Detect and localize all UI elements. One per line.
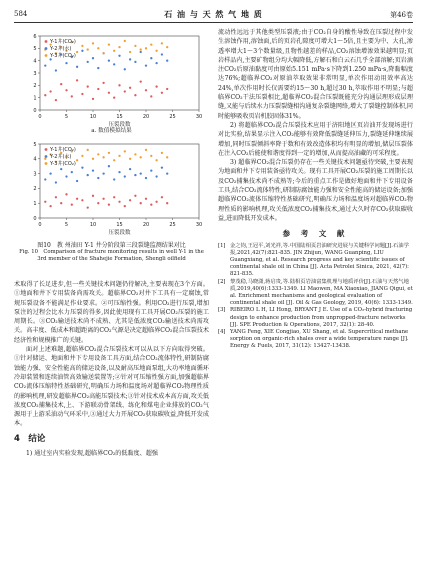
data-point — [97, 88, 99, 90]
data-point — [108, 165, 110, 167]
data-point — [108, 92, 110, 94]
data-point — [124, 40, 126, 42]
y-tick-label: 5 — [33, 46, 37, 53]
running-header — [14, 8, 413, 22]
x-tick-label: 25 — [169, 114, 176, 120]
data-point — [113, 63, 115, 65]
chart-a-svg — [14, 28, 209, 128]
data-point — [44, 158, 46, 160]
journal-title: 石 油 与 天 然 气 地 质 — [164, 9, 263, 19]
data-point — [71, 95, 73, 97]
data-point — [140, 156, 142, 158]
data-point — [118, 171, 120, 173]
data-point — [87, 85, 89, 87]
volume-label: 第46卷 — [390, 11, 413, 19]
data-point — [155, 175, 157, 177]
data-point — [124, 150, 126, 152]
data-point — [102, 82, 104, 84]
data-point — [140, 48, 142, 50]
page-number: 584 — [14, 10, 28, 18]
x-tick-label: 0 — [38, 222, 42, 228]
data-point — [161, 42, 163, 44]
data-point — [92, 98, 94, 100]
data-point — [161, 53, 163, 55]
data-point — [44, 178, 46, 180]
data-point — [97, 202, 99, 204]
data-point — [124, 68, 126, 70]
y-tick-label: 1 — [33, 201, 37, 207]
data-point — [150, 155, 152, 157]
reference-item: [3] RIBEIRO L H, LI Hong, BRYANT J E. Use of a CO₂-hybrid fracturing design to enhance production from unpropped-fracture networks [J]. SPE Production & Operations, 2017, 32(1): 28-40. — [218, 307, 413, 328]
data-point — [113, 196, 115, 198]
data-point — [134, 45, 136, 47]
header-rule — [14, 22, 413, 23]
data-point — [55, 69, 57, 71]
data-point — [92, 195, 94, 197]
legend-label: Y-2井(水) — [50, 154, 72, 160]
paragraph: 术取得了长足进步,但一些关键技术问题仍待解决,主要表现在3个方面。①地面和井下专用装备尚需攻关。超临界CO₂对井下工具有一定腐蚀,常规压裂设备不能满足作业要求。②可压缩性强。利用CO₂进行压裂,增加泵注的过程会比水力压裂的得多,因此使用现有工具开展CO₂压裂的施工周期长。③CO₂输送技术尚不成熟、尤其是低浓度CO₂输送技术尚需攻关。高丰度、低成本和超距离的CO₂气源是决定超临界CO₂混合压裂技术经济性和规模推广的关键。 — [14, 281, 209, 344]
data-point — [97, 153, 99, 155]
y-tick-label: 1 — [33, 95, 37, 102]
data-point — [76, 79, 78, 81]
chart-b-svg — [14, 136, 209, 236]
y-tick-label: 2 — [33, 186, 37, 193]
data-point — [145, 64, 147, 66]
x-tick-label: 0 — [38, 114, 42, 120]
data-point — [76, 180, 78, 182]
data-point — [145, 177, 147, 179]
left-column — [14, 28, 209, 458]
x-tick-label: 30 — [195, 114, 203, 120]
legend-marker — [45, 148, 48, 151]
reference-item: [4] YANG Feng, XIE Congjiao, XU Shang, et al. Supercritical methane sorption on organic-rich shales over a wide temperature range [J]. Energy & Fuels, 2017, 31(12): 13427-13438. — [218, 328, 409, 350]
data-point — [87, 48, 89, 50]
data-point — [92, 158, 94, 160]
data-point — [134, 174, 136, 176]
data-point — [166, 202, 168, 204]
data-point — [124, 175, 126, 177]
data-point — [108, 43, 110, 45]
data-point — [113, 178, 115, 180]
x-tick-label: 25 — [169, 222, 176, 228]
data-point — [97, 177, 99, 179]
data-point — [150, 43, 152, 45]
data-point — [155, 50, 157, 52]
x-tick-label: 5 — [64, 114, 69, 120]
data-point — [108, 204, 110, 206]
data-point — [81, 45, 83, 47]
data-point — [113, 97, 115, 99]
data-point — [76, 66, 78, 68]
data-point — [150, 57, 152, 59]
left-body-text — [14, 280, 209, 458]
y-tick-label: 4 — [33, 58, 37, 65]
data-point — [49, 205, 51, 207]
x-tick-label: 10 — [89, 222, 97, 228]
data-point — [150, 169, 152, 171]
legend-marker — [45, 162, 48, 165]
data-point — [102, 172, 104, 174]
data-point — [155, 62, 157, 64]
data-point — [129, 158, 131, 160]
data-point — [65, 193, 67, 195]
y-tick-label: 0 — [33, 107, 37, 114]
chart-a-sublabel: a. 数值模拟结果 — [91, 128, 132, 134]
x-tick-label: 15 — [116, 114, 123, 120]
data-point — [166, 46, 168, 48]
data-point — [161, 152, 163, 154]
x-tick-label: 20 — [142, 114, 150, 120]
data-point — [81, 199, 83, 201]
data-point — [166, 60, 168, 62]
data-point — [81, 167, 83, 169]
data-point — [145, 149, 147, 151]
data-point — [134, 61, 136, 63]
data-point — [118, 201, 120, 203]
data-point — [129, 168, 131, 170]
data-point — [113, 159, 115, 161]
data-point — [87, 149, 89, 151]
data-point — [44, 201, 46, 203]
data-point — [44, 64, 46, 66]
references-heading: 参 考 文 献 — [282, 229, 349, 239]
data-point — [155, 85, 157, 87]
y-tick-label: 5 — [33, 141, 37, 148]
paragraph: 面对上述难题,超临界CO₂混合压裂技术可以从以下方向取得突破。①针对储运、地面和井下专用设备工具方面,结合CO₂流体特性,研制防腐蚀能力强、安全性能高的储运设备,以及耐高压地面泵组,大功率地面循环冷却装置和连续油管高效输送装置等;②针对可压缩性强方面,加强超临界CO₂流体压缩特性基础研究,明确压力场和温度场对超临界CO₂物理性质的影响机理,研发超临界CO₂高能压裂技术;③针对技术成本高方面,攻关低浓度CO₂捕集技术,上、下游联动骨架线、练化和煤电企业排放的CO₂气源用于上游采油动气环采中,③通过大力开展CO₂获取碳收益,降低开发成本。 — [14, 346, 209, 428]
data-point — [129, 58, 131, 60]
data-point — [134, 153, 136, 155]
data-point — [145, 89, 147, 91]
data-point — [92, 57, 94, 59]
data-point — [155, 159, 157, 161]
data-point — [166, 88, 168, 90]
reference-list — [218, 243, 413, 351]
data-point — [140, 51, 142, 53]
data-point — [140, 172, 142, 174]
data-point — [87, 174, 89, 176]
data-point — [150, 204, 152, 206]
paragraph: 3) 超临界CO₂混合压裂仍存在一些关键技术问题亟待突破,主要表现为地面和井下专用装备亟待攻关。现有工具开展CO₂压裂的施工周期长以及CO₂捕集技术尚不成熟等;今后的重点工作是做好地面和井下专用设备工具,结合CO₂流体特性,研制防腐蚀能力强和安全性能高的储运设备;加强超临界CO₂流体压缩特性基础研究,明确压力场和温度场对超临界CO₂物理性质的影响机理,攻关低浓度CO₂捕集技术,通过大久时存CO₂获取碳收益,进而降低开发成本。 — [218, 159, 413, 222]
data-point — [113, 50, 115, 52]
data-point — [166, 156, 168, 158]
data-point — [161, 167, 163, 169]
y-tick-label: 0 — [33, 215, 37, 222]
data-point — [92, 169, 94, 171]
data-point — [65, 175, 67, 177]
data-point — [102, 52, 104, 54]
chart-a — [14, 28, 209, 128]
data-point — [108, 152, 110, 154]
data-point — [81, 93, 83, 95]
legend-label: Y-1井(CO₂) — [50, 147, 76, 153]
data-point — [145, 47, 147, 49]
data-point — [65, 62, 67, 64]
data-point — [55, 181, 57, 183]
legend-marker — [45, 54, 48, 57]
legend-marker — [45, 40, 48, 43]
data-point — [44, 94, 46, 96]
figure-10 — [14, 28, 209, 260]
data-point — [65, 89, 67, 91]
x-tick-label: 5 — [64, 222, 69, 228]
data-point — [55, 99, 57, 101]
data-point — [55, 196, 57, 198]
data-point — [92, 42, 94, 44]
data-point — [145, 198, 147, 200]
data-point — [150, 95, 152, 97]
reference-item: [2] 黎茂稳,马晓潇,蒋启贵,等.陆相页岩油富集机理与地质评价[J].石油与天然气地质,2019,40(6):1333-1349. LI Maowen, MA Xiaoxiao, JIANG Qigui, et al. Enrichment mechanisms and geological evaluation of continental shale oil [J]. Oil & Gas Geology, 2019, 40(6): 1333-1349. — [218, 278, 413, 307]
data-point — [81, 155, 83, 157]
data-point — [102, 156, 104, 158]
x-axis-label: 压裂段数 — [108, 230, 131, 236]
data-point — [155, 201, 157, 203]
data-point — [76, 159, 78, 161]
legend-label: Y-1井(CO₂) — [50, 39, 76, 45]
data-point — [166, 172, 168, 174]
paragraph: 流动性远远于其他类型压裂液;由于CO₂自身的酸性导致在压裂过程中发生溶蚀作用,溶蚀面,后的页岩孔隙度可增大1～5倍,且主要为中、大孔,渗透率增大1～3个数量级,且物性越差的样品,CO₂溶蚀增渗效果越明显;页岩样品内,主要矿物组分均大幅降低,方解石和白云石几乎全部溶解;页岩滴注CO₂后原油黏度可由原始5.151 mPa·s下降到1.250 mPa·s,降黏幅度达76%;超临界CO₂对原油萃取效果非常明显,单次作用动用效率高达24%,单次作用时长仅需要约15～30 h,超过30 h,萃取作用不明显;与超临界CO₂干法压裂相比,超临界CO₂混合压裂既能充分沟通层理形成层理缝,又能与后续水力压裂裂缝相沟通复杂裂缝网络,增大了裂缝控制体积,同时能够吸收页岩机胶固体31%。 — [218, 29, 413, 120]
x-tick-label: 20 — [142, 222, 150, 228]
y-tick-label: 3 — [33, 171, 37, 178]
data-point — [49, 90, 51, 92]
data-point — [161, 92, 163, 94]
data-point — [129, 51, 131, 53]
legend-label: Y-3井(CO₂) — [50, 53, 76, 59]
right-column — [218, 28, 413, 351]
data-point — [87, 206, 89, 208]
chart-b — [14, 136, 209, 236]
reference-item: [1] 金之钧,王冠平,刘光祥,等.中国陆相页岩油研究进展与关键科学问题[J].石油学报,2021,42(7):821-835. JIN Zhijun, WANG Guanping, LIU Guangxiang, et al. Research progress and key scientific issues of continental shale oil in China [J]. Acta Petrolei Sinica, 2021, 42(7): 821-835. — [218, 242, 409, 278]
data-point — [108, 60, 110, 62]
data-point — [102, 198, 104, 200]
legend-marker — [45, 155, 48, 158]
y-tick-label: 6 — [33, 33, 37, 40]
figure-caption-cn: 图10 教 州油田 Y-1 井分阶段第三段裂缝监测结果对比 — [37, 242, 186, 249]
data-point — [118, 84, 120, 86]
y-tick-label: 2 — [33, 83, 37, 90]
data-point — [49, 172, 51, 174]
section-heading-conclusion: 4 结论 — [14, 433, 46, 444]
data-point — [124, 205, 126, 207]
data-point — [71, 171, 73, 173]
x-tick-label: 15 — [116, 222, 123, 228]
data-point — [71, 204, 73, 206]
data-point — [87, 61, 89, 63]
x-tick-label: 30 — [195, 222, 203, 228]
data-point — [129, 87, 131, 89]
data-point — [118, 46, 120, 48]
data-point — [140, 80, 142, 82]
data-point — [76, 198, 78, 200]
data-point — [97, 47, 99, 49]
data-point — [161, 196, 163, 198]
data-point — [118, 55, 120, 57]
data-point — [60, 202, 62, 204]
x-axis-label: 压裂段数 — [108, 122, 131, 128]
y-tick-label: 3 — [33, 70, 37, 77]
data-point — [124, 90, 126, 92]
data-point — [129, 199, 131, 201]
data-point — [60, 83, 62, 85]
data-point — [60, 168, 62, 170]
data-point — [118, 155, 120, 157]
data-point — [97, 67, 99, 69]
legend-label: Y-2井(水) — [50, 46, 72, 52]
legend-marker — [45, 47, 48, 50]
data-point — [140, 202, 142, 204]
legend-label: Y-3井(CO₂) — [50, 161, 76, 167]
paragraph: 1) 通过室内实验发现,超临界CO₂的低黏度、超强 — [26, 450, 158, 458]
data-point — [76, 51, 78, 53]
data-point — [134, 94, 136, 96]
y-tick-label: 4 — [33, 156, 37, 163]
paragraph: 2) 将超临界CO₂混合压裂技术应用于济阳地区页岩油开发现场进行对比实验,结果显示注入CO₂能够有效降低裂缝延伸压力,裂缝延伸继续展增加,同时压裂倾斜率降于数和有效改造体积均有明显的增加,储层压裂体在注入CO₂后能使和谐度得到一定的增加,从而提高油藏的可采程度。 — [218, 121, 413, 157]
data-point — [81, 50, 83, 52]
x-tick-label: 10 — [89, 114, 97, 120]
data-point — [134, 195, 136, 197]
figure-caption-en: Fig. 10 Comparison of fracture monitoring results in well Y-1 in the 3rd member of the Shahejie Formation, Shengli oilfield — [19, 249, 204, 262]
